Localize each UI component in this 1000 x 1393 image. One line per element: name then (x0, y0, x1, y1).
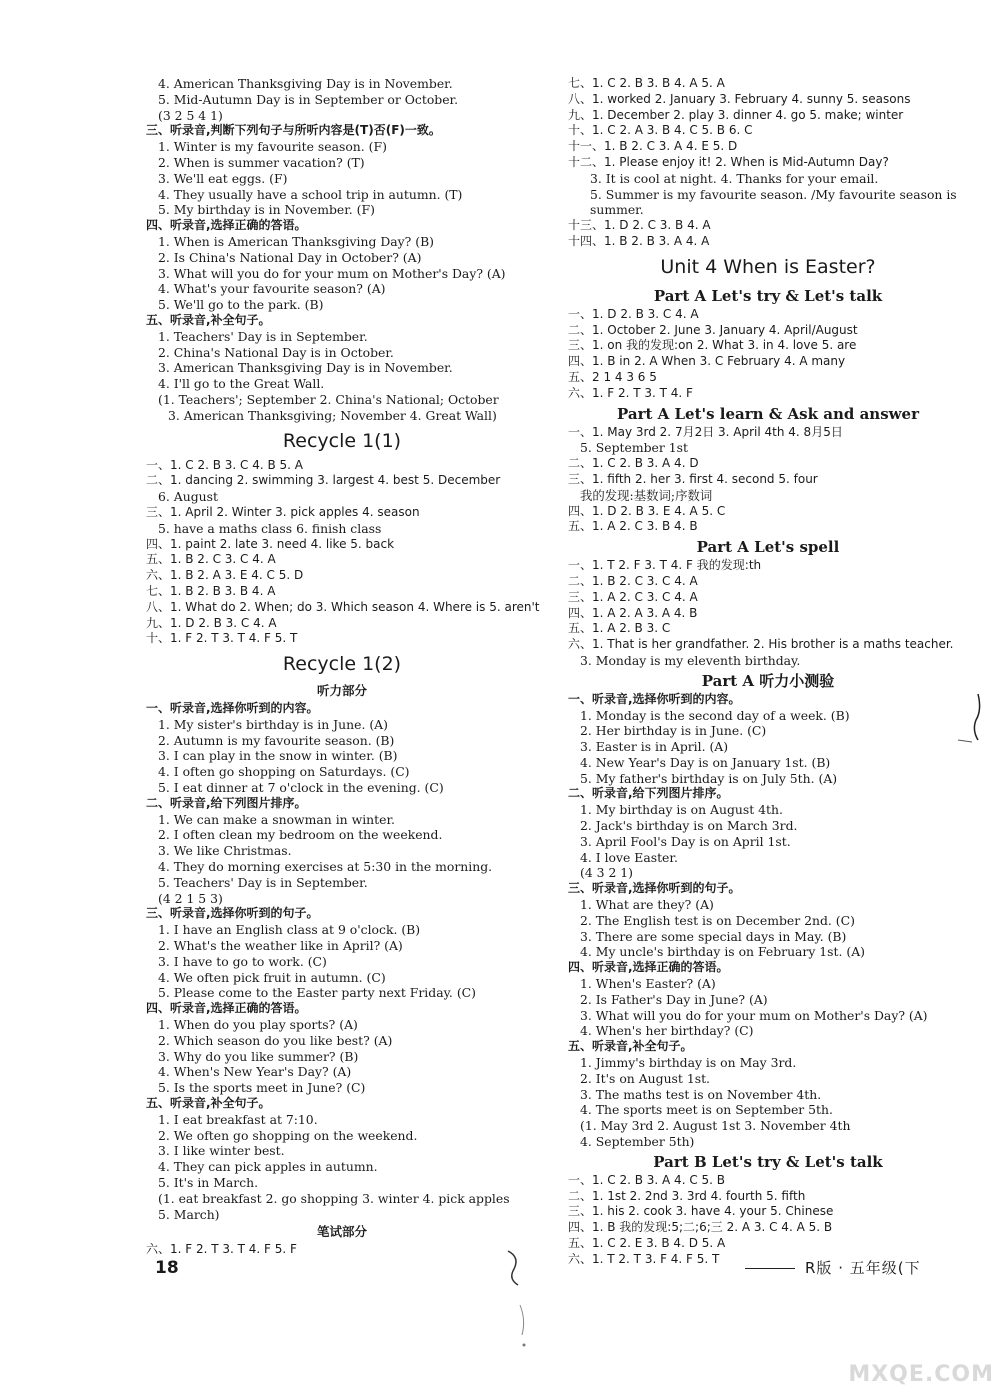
right-column (568, 76, 968, 1268)
section-heading: 一、听录音,选择你听到的内容。 (146, 701, 319, 716)
answer-line: 六、1. F 2. T 3. T 4. F (568, 385, 693, 400)
text-line: 2. The English test is on December 2nd. (C) (580, 912, 855, 928)
part-title: Part B Let's try & Let's talk (653, 1152, 883, 1171)
text-line: 2. China's National Day is in October. (158, 344, 394, 360)
answer-line: 十四、1. B 2. B 3. A 4. A (568, 233, 710, 248)
text-line: 5. September 1st (580, 440, 688, 456)
subsection-title: 笔试部分 (316, 1224, 367, 1240)
text-line: 3. We like Christmas. (158, 843, 292, 859)
answer-line: 十二、1. Please enjoy it! 2. When is Mid-Autumn Day? (568, 154, 889, 169)
text-line: 3. There are some special days in May. (B) (580, 928, 847, 944)
text-line: 2. When is summer vacation? (T) (158, 154, 365, 170)
text-line: 4. They do morning exercises at 5:30 in the morning. (158, 859, 493, 875)
answer-line: 二、1. October 2. June 3. January 4. April/August (568, 322, 858, 337)
text-line: 1. What are they? (A) (580, 897, 714, 913)
answer-line: 七、1. B 2. B 3. B 4. A (146, 583, 276, 598)
text-line: 3. American Thanksgiving; November 4. Great Wall) (168, 407, 497, 423)
answer-line: 四、1. paint 2. late 3. need 4. like 5. back (146, 536, 395, 551)
text-line: 5. Mid-Autumn Day is in September or October. (158, 91, 459, 107)
text-line: 1. I eat breakfast at 7:10. (158, 1111, 318, 1127)
text-line: summer. (590, 202, 644, 218)
text-line: 2. What's the weather like in April? (A) (158, 938, 403, 954)
part-title: Part A Let's spell (696, 538, 840, 557)
section-heading: 二、听录音,给下列图片排序。 (568, 786, 729, 801)
text-line: 5. We'll go to the park. (B) (158, 297, 324, 313)
answer-line: 六、1. F 2. T 3. T 4. F 5. F (146, 1242, 297, 1257)
answer-line: 四、1. A 2. A 3. A 4. B (568, 605, 698, 620)
section-heading: 二、听录音,给下列图片排序。 (146, 795, 307, 810)
answer-line: 二、1. 1st 2. 2nd 3. 3rd 4. fourth 5. fifth (568, 1188, 806, 1203)
section-heading: 三、听录音,选择你听到的句子。 (568, 881, 741, 896)
text-line: 1. My birthday is on August 4th. (580, 802, 783, 818)
section-heading: 三、听录音,判断下列句子与所听内容是(T)否(F)一致。 (146, 123, 441, 138)
text-line: 3. American Thanksgiving Day is in November. (158, 360, 453, 376)
answer-line: 五、1. C 2. E 3. B 4. D 5. A (568, 1236, 726, 1250)
text-line: 2. Is Father's Day in June? (A) (580, 991, 768, 1007)
answer-line: 一、1. D 2. B 3. C 4. A (568, 306, 699, 321)
answer-line: 三、1. fifth 2. her 3. first 4. second 5. four (568, 471, 818, 486)
text-line: 3. It is cool at night. 4. Thanks for your email. (590, 170, 879, 186)
text-line: 1. We can make a snowman in winter. (158, 811, 395, 827)
text-line: 1. When's Easter? (A) (580, 976, 716, 992)
text-line: 5. Teachers' Day is in September. (158, 874, 368, 890)
text-line: 4. September 5th) (580, 1134, 695, 1150)
site-watermark: MXQE.COM (848, 1362, 994, 1387)
text-line: 2. It's on August 1st. (580, 1070, 710, 1086)
text-line: 3. The maths test is on November 4th. (580, 1086, 822, 1102)
text-line: 5. Is the sports meet in June? (C) (158, 1080, 366, 1096)
answer-line: 一、1. T 2. F 3. T 4. F 我的发现:th (568, 558, 762, 573)
text-line: 3. We'll eat eggs. (F) (158, 170, 288, 186)
text-line: 3. April Fool's Day is on April 1st. (580, 833, 791, 849)
text-line: 3. I can play in the snow in winter. (B) (158, 748, 398, 764)
text-line: 我的发现:基数词;序数词 (580, 487, 713, 503)
text-line: 1. When do you play sports? (A) (158, 1017, 358, 1033)
text-line: 1. When is American Thanksgiving Day? (B) (158, 233, 435, 249)
unit-title: Recycle 1(2) (282, 653, 402, 676)
answer-line: 十三、1. D 2. C 3. B 4. A (568, 218, 711, 233)
text-line: 4. I often go shopping on Saturdays. (C) (158, 764, 410, 780)
text-line: 1. Jimmy's birthday is on May 3rd. (580, 1055, 797, 1071)
unit-title: Recycle 1(1) (282, 429, 402, 452)
answer-line: 九、1. December 2. play 3. dinner 4. go 5. make; winter (568, 107, 904, 122)
pen-mark-decoration (500, 1245, 540, 1355)
left-column (146, 76, 538, 1258)
answer-line: 三、1. April 2. Winter 3. pick apples 4. season (146, 504, 420, 519)
text-line: 4. New Year's Day is on January 1st. (B) (580, 754, 831, 770)
section-heading: 五、听录音,补全句子。 (146, 312, 271, 327)
text-line: (4 2 1 5 3) (158, 890, 223, 906)
answer-line: 五、2 1 4 3 6 5 (568, 369, 657, 384)
answer-line: 四、1. B in 2. A When 3. C February 4. A many (568, 354, 846, 369)
answer-line: 二、1. dancing 2. swimming 3. largest 4. best 5. December (146, 473, 501, 488)
text-line: 4. I'll go to the Great Wall. (158, 376, 325, 392)
answer-line: 五、1. A 2. B 3. C (568, 621, 671, 636)
text-line: 4. The sports meet is on September 5th. (580, 1102, 833, 1118)
text-line: 4. My uncle's birthday is on February 1st. (A) (580, 944, 866, 960)
footer-rule (745, 1268, 795, 1269)
section-heading: 四、听录音,选择正确的答语。 (568, 960, 729, 975)
answer-line: 三、1. his 2. cook 3. have 4. your 5. Chinese (568, 1204, 834, 1219)
subsection-title: 听力部分 (316, 683, 367, 699)
answer-line: 一、1. May 3rd 2. 7月2日 3. April 4th 4. 8月5日 (568, 424, 843, 439)
text-line: 2. Jack's birthday is on March 3rd. (580, 818, 798, 834)
text-line: 4. When's her birthday? (C) (580, 1023, 754, 1039)
answer-line: 三、1. on 我的发现:on 2. What 3. in 4. love 5. are (568, 338, 857, 353)
text-line: 2. Which season do you like best? (A) (158, 1032, 393, 1048)
text-line: 5. March) (158, 1206, 220, 1222)
text-line: (4 3 2 1) (580, 865, 634, 881)
section-heading: 五、听录音,补全句子。 (568, 1039, 693, 1054)
text-line: 1. My sister's birthday is in June. (A) (158, 716, 388, 732)
text-line: (3 2 5 4 1) (158, 107, 223, 123)
part-title: Part A Let's learn & Ask and answer (616, 404, 919, 423)
text-line: (1. Teachers'; September 2. China's National; October (158, 391, 499, 407)
text-line: 5. My father's birthday is on July 5th. (A) (580, 770, 838, 786)
answer-line: 六、1. T 2. T 3. F 4. F 5. T (568, 1251, 720, 1266)
text-line: 5. I eat dinner at 7 o'clock in the evening. (C) (158, 780, 444, 796)
text-line: 3. Easter is in April. (A) (580, 739, 729, 755)
text-line: 1. I have an English class at 9 o'clock. (B) (158, 922, 421, 938)
text-line: 1. Teachers' Day is in September. (158, 328, 368, 344)
text-line: 3. What will you do for your mum on Mother's Day? (A) (158, 265, 506, 281)
section-heading: 三、听录音,选择你听到的句子。 (146, 906, 319, 921)
text-line: 1. Monday is the second day of a week. (B) (580, 707, 850, 723)
answer-line: 一、1. C 2. B 3. C 4. B 5. A (146, 457, 304, 472)
edition-label: R版 · 五年级(下 (805, 1259, 921, 1277)
section-heading: 五、听录音,补全句子。 (146, 1096, 271, 1111)
text-line: 1. Winter is my favourite season. (F) (158, 139, 387, 155)
section-heading: 一、听录音,选择你听到的内容。 (568, 691, 741, 706)
text-line: 5. It's in March. (158, 1175, 259, 1190)
text-line: 4. They can pick apples in autumn. (158, 1159, 378, 1175)
text-line: 3. I like winter best. (158, 1143, 285, 1159)
text-line: (1. eat breakfast 2. go shopping 3. winter 4. pick apples (158, 1190, 510, 1206)
page-number: 18 (155, 1258, 179, 1278)
section-heading: 四、听录音,选择正确的答语。 (146, 1001, 307, 1016)
text-line: 5. have a maths class 6. finish class (158, 520, 382, 536)
answer-line: 六、1. That is her grandfather. 2. His brother is a maths teacher. (568, 637, 954, 652)
answer-line: 三、1. A 2. C 3. C 4. A (568, 589, 698, 604)
text-line: 5. Summer is my favourite season. /My favourite season is (590, 186, 957, 202)
pen-mark-decoration-right (948, 690, 988, 750)
answer-line: 二、1. C 2. B 3. A 4. D (568, 456, 699, 471)
text-line: 4. American Thanksgiving Day is in November. (158, 76, 453, 91)
text-line: 3. I have to go to work. (C) (158, 953, 327, 969)
answer-line: 十、1. F 2. T 3. T 4. F 5. T (146, 631, 298, 646)
answer-line: 四、1. B 我的发现:5;二;6;三 2. A 3. C 4. A 5. B (568, 1220, 833, 1235)
text-line: 2. Autumn is my favourite season. (B) (158, 732, 395, 748)
text-line: 2. Her birthday is in June. (C) (580, 723, 767, 739)
answer-line: 八、1. worked 2. January 3. February 4. sunny 5. seasons (568, 91, 911, 106)
answer-line: 八、1. What do 2. When; do 3. Which season 4. Where is 5. aren't (146, 599, 540, 614)
text-line: 5. My birthday is in November. (F) (158, 202, 375, 218)
text-line: 4. We often pick fruit in autumn. (C) (158, 969, 386, 985)
text-line: 2. I often clean my bedroom on the weekend. (158, 827, 443, 843)
unit-title: Unit 4 When is Easter? (660, 255, 876, 278)
text-line: 6. August (158, 489, 218, 505)
part-title: Part A 听力小测验 (701, 671, 835, 690)
text-line: 3. Monday is my eleventh birthday. (580, 652, 801, 668)
text-line: 3. What will you do for your mum on Mother's Day? (A) (580, 1007, 928, 1023)
answer-line: 一、1. C 2. B 3. A 4. C 5. B (568, 1172, 726, 1187)
answer-line: 七、1. C 2. B 3. B 4. A 5. A (568, 76, 725, 90)
text-line: 2. Is China's National Day in October? (A) (158, 249, 422, 265)
text-line: 4. I love Easter. (580, 849, 678, 865)
text-line: 4. They usually have a school trip in autumn. (T) (158, 186, 463, 202)
text-line: 3. Why do you like summer? (B) (158, 1048, 359, 1064)
answer-line: 五、1. A 2. C 3. B 4. B (568, 519, 698, 534)
text-line: 2. We often go shopping on the weekend. (158, 1127, 418, 1143)
text-line: 4. What's your favourite season? (A) (158, 281, 386, 297)
answer-line: 五、1. B 2. C 3. C 4. A (146, 552, 276, 567)
answer-line: 四、1. D 2. B 3. E 4. A 5. C (568, 503, 726, 518)
answer-line: 十、1. C 2. A 3. B 4. C 5. B 6. C (568, 123, 753, 138)
text-line: 4. When's New Year's Day? (A) (158, 1064, 352, 1080)
answer-line: 二、1. B 2. C 3. C 4. A (568, 573, 698, 588)
answer-line: 九、1. D 2. B 3. C 4. A (146, 615, 277, 630)
text-line: (1. May 3rd 2. August 1st 3. November 4th (580, 1118, 851, 1134)
answer-line: 六、1. B 2. A 3. E 4. C 5. D (146, 568, 304, 583)
part-title: Part A Let's try & Let's talk (653, 286, 883, 305)
answer-line: 十一、1. B 2. C 3. A 4. E 5. D (568, 139, 738, 154)
text-line: 5. Please come to the Easter party next Friday. (C) (158, 985, 476, 1001)
section-heading: 四、听录音,选择正确的答语。 (146, 218, 307, 233)
